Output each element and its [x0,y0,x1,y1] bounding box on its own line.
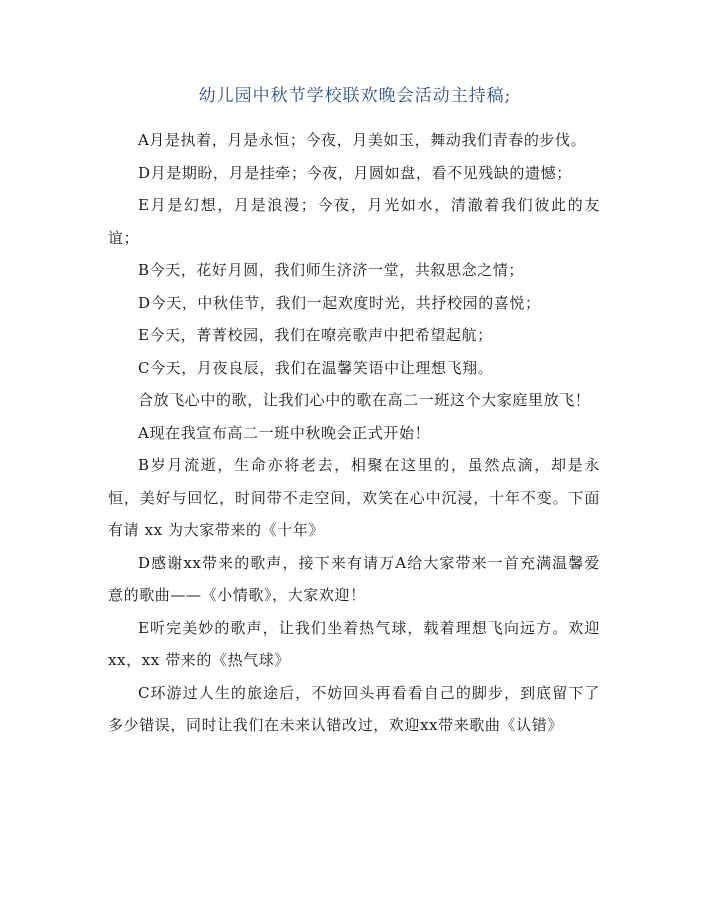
paragraph: E月是幻想，月是浪漫；今夜，月光如水，清澈着我们彼此的友谊； [108,196,600,247]
paragraph: C环游过人生的旅途后，不妨回头再看看自己的脚步，到底留下了多少错误，同时让我们在未来认错改过，欢迎xx带来歌曲《认错》 [108,683,600,734]
paragraph: B岁月流逝，生命亦将老去，相聚在这里的，虽然点滴，却是永恒，美好与回忆，时间带不走空间，欢笑在心中沉浸，十年不变。下面有请 xx 为大家带来的《十年》 [108,456,600,539]
document-title: 幼儿园中秋节学校联欢晚会活动主持稿; [198,86,512,106]
paragraph: 合放飞心中的歌，让我们心中的歌在高二一班这个大家庭里放飞！ [138,391,591,409]
paragraph: B今天，花好月圆，我们师生济济一堂，共叙思念之情； [138,261,525,279]
paragraph: C今天，月夜良辰，我们在温馨笑语中让理想飞翔。 [138,358,494,377]
document-body [108,124,600,742]
paragraph: D今天，中秋佳节，我们一起欢度时光，共抒校园的喜悦； [138,293,541,312]
paragraph: A现在我宣布高二一班中秋晚会正式开始！ [138,423,431,442]
paragraph: D感谢xx带来的歌声，接下来有请万A给大家带来一首充满温馨爱意的歌曲——《小情歌》，大家欢迎！ [108,553,600,604]
paragraph: E听完美妙的歌声，让我们坐着热气球，载着理想飞向远方。欢迎 xx，xx 带来的《热气球》 [108,618,600,669]
paragraph: A月是执着，月是永恒；今夜，月美如玉，舞动我们青春的步伐。 [138,131,587,149]
paragraph: E今天，菁菁校园，我们在嘹亮歌声中把希望起航； [138,326,493,344]
paragraph: D月是期盼，月是挂牵；今夜，月圆如盘，看不见残缺的遗憾； [138,163,572,182]
